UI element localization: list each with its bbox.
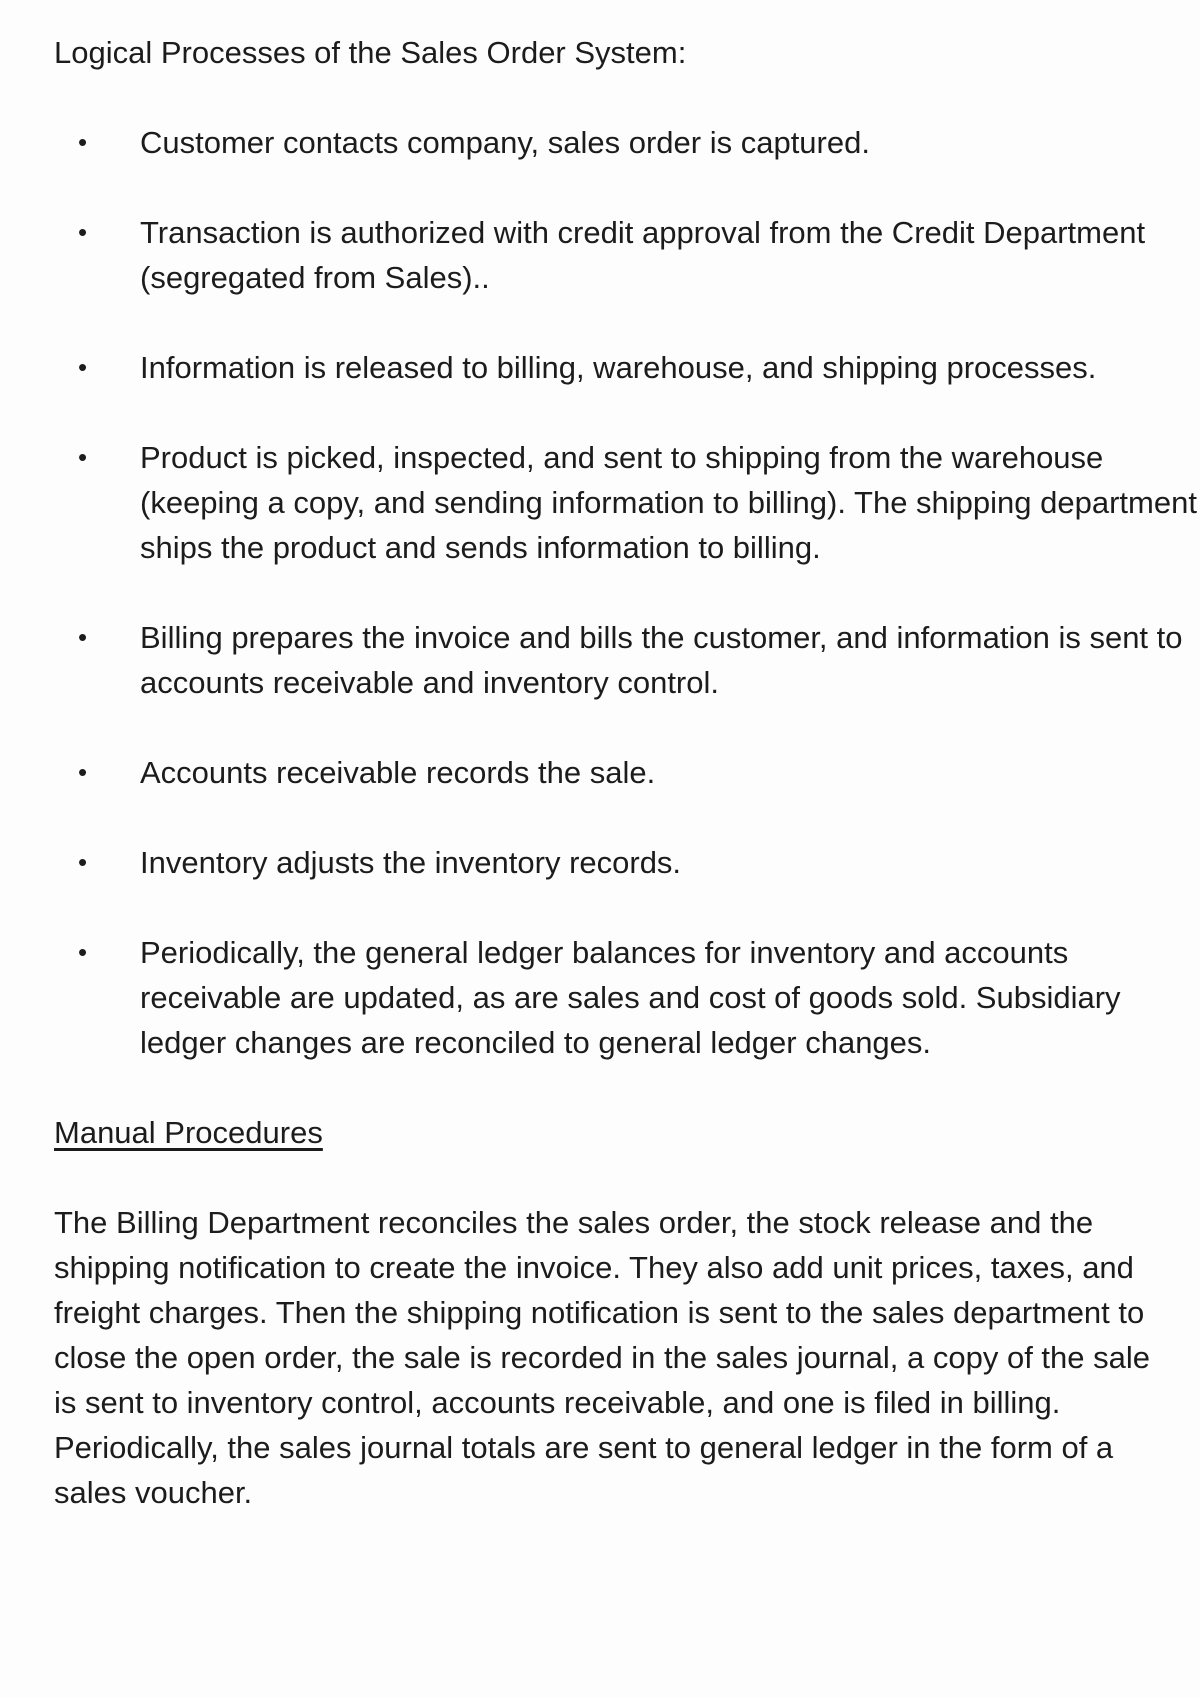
manual-procedures-paragraph: The Billing Department reconciles the sales order, the stock release and the shipping notification to create the invoice. They also add unit prices, taxes, and freight charges. Then the shipping notification is sent to the sales department to close the open order, the sale is recorded in the sales journal, a copy of the sale is sent to inventory control, accounts receivable, and one is filed in billing. Periodically, the sales journal totals are sent to general ledger in the form of a sales voucher. bbox=[54, 1205, 1151, 1510]
document-page bbox=[54, 30, 1197, 1515]
list-item-text: Accounts receivable records the sale. bbox=[140, 755, 656, 790]
list-item bbox=[54, 615, 1200, 705]
list-item bbox=[54, 750, 1200, 795]
bullet-icon: • bbox=[78, 352, 88, 382]
list-item bbox=[54, 120, 1200, 165]
list-item-text: Customer contacts company, sales order is captured. bbox=[140, 125, 870, 160]
list-item bbox=[54, 435, 1200, 570]
bullet-icon: • bbox=[78, 937, 88, 967]
list-item-text: Product is picked, inspected, and sent to shipping from the warehouse (keeping a copy, and sending information to billing). The shipping department ships the product and sends information to billing. bbox=[140, 440, 1197, 565]
list-item bbox=[54, 930, 1200, 1065]
page-heading: Logical Processes of the Sales Order System: bbox=[54, 35, 687, 70]
bullet-icon: • bbox=[78, 217, 88, 247]
bullet-icon: • bbox=[78, 757, 88, 787]
bullet-icon: • bbox=[78, 622, 88, 652]
list-item bbox=[54, 345, 1200, 390]
list-item-text: Information is released to billing, warehouse, and shipping processes. bbox=[140, 350, 1097, 385]
process-list bbox=[54, 120, 1197, 1065]
bullet-icon: • bbox=[78, 847, 88, 877]
bullet-icon: • bbox=[78, 127, 88, 157]
list-item-text: Transaction is authorized with credit approval from the Credit Department (segregated from Sales).. bbox=[140, 215, 1146, 295]
list-item-text: Billing prepares the invoice and bills the customer, and information is sent to accounts receivable and inventory control. bbox=[140, 620, 1183, 700]
list-item bbox=[54, 840, 1200, 885]
manual-procedures-title: Manual Procedures bbox=[54, 1115, 323, 1150]
list-item-text: Inventory adjusts the inventory records. bbox=[140, 845, 682, 880]
list-item-text: Periodically, the general ledger balances for inventory and accounts receivable are updated, as are sales and cost of goods sold. Subsidiary ledger changes are reconciled to general ledger changes. bbox=[140, 935, 1121, 1060]
bullet-icon: • bbox=[78, 442, 88, 472]
list-item bbox=[54, 210, 1200, 300]
